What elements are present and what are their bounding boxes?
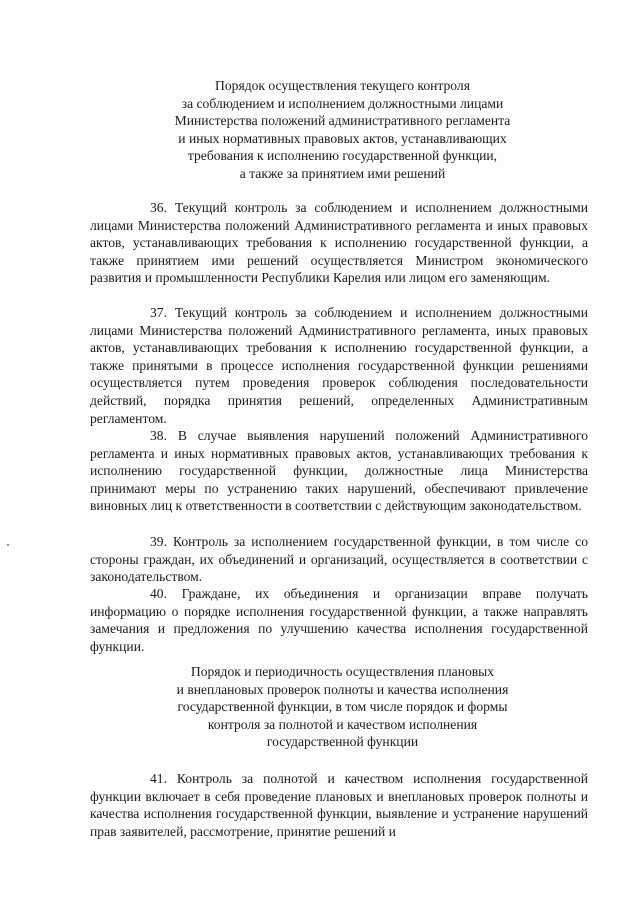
heading-line: контроля за полнотой и качеством исполнения: [207, 716, 478, 732]
heading-line: и иных нормативных правовых актов, устанавливающих: [178, 130, 507, 146]
paragraph-text: В случае выявления нарушений положений Административного регламента и иных нормативных правовых актов, устанавливающих требования к исполнению государственной функции, должностные лица Министерства принимают меры по устранению таких нарушений, обеспечивают привлечение виновных лиц к ответственности в соответствии с действующим законодательством.: [90, 428, 588, 514]
paragraph-41: [90, 770, 588, 840]
paragraph-number: 36.: [150, 200, 167, 215]
paragraph-38: [90, 427, 588, 515]
heading-line: государственной функции, в том числе порядок и формы: [177, 699, 508, 715]
paragraph-number: 39.: [150, 534, 167, 549]
paragraph-text: Контроль за исполнением государственной функции, в том числе со стороны граждан, их объединений и организаций, осуществляется в соответствии с законодательством.: [90, 534, 588, 585]
heading-line: и внеплановых проверок полноты и качества исполнения: [176, 681, 509, 697]
scan-speck: [7, 544, 9, 546]
paragraph-number: 38.: [150, 428, 167, 443]
section-heading-current-control: [90, 77, 595, 183]
paragraph-number: 40.: [150, 586, 167, 601]
section-heading-inspections: [90, 663, 595, 751]
heading-line: требования к исполнению государственной функции,: [187, 148, 498, 164]
paragraph-text: Текущий контроль за соблюдением и исполнением должностными лицами Министерства положений Административного регламента и иных правовых актов, устанавливающих требования к исполнению государственной функции, а также принятием ими решений осуществляется Министром экономического развития и промышленности Республики Карелия или лицом его заменяющим.: [90, 200, 588, 286]
paragraph-39: [90, 533, 588, 586]
paragraph-40: [90, 585, 588, 655]
paragraph-number: 41.: [150, 771, 167, 786]
paragraph-text: Контроль за полнотой и качеством исполнения государственной функции включает в себя проведение плановых и внеплановых проверок полноты и качества исполнения государственной функции, выявление и устранение нарушений прав заявителей, рассмотрение, принятие решений и: [90, 771, 588, 839]
paragraph-37: [90, 304, 588, 427]
heading-line: за соблюдением и исполнением должностными лицами: [181, 95, 504, 111]
heading-line: Министерства положений административного регламента: [174, 113, 511, 129]
heading-line: а также за принятием ими решений: [239, 165, 446, 181]
heading-line: Порядок и периодичность осуществления плановых: [190, 664, 495, 679]
paragraph-number: 37.: [150, 305, 167, 320]
paragraph-text: Текущий контроль за соблюдением и исполнением должностными лицами Министерства положений Административного регламента, иных правовых актов, устанавливающих требования к исполнению государственной функции, а также принятыми в процессе исполнения государственной функции решениями осуществляется путем проведения проверок соблюдения последовательности действий, порядка принятия решений, определенных Административным регламентом.: [90, 305, 588, 426]
paragraph-text: Граждане, их объединения и организации вправе получать информацию о порядке исполнения государственной функции, а также направлять замечания и предложения по улучшению качества исполнения государственной функции.: [90, 586, 589, 654]
heading-line: государственной функции: [266, 734, 419, 750]
paragraph-36: [90, 199, 588, 287]
heading-line: Порядок осуществления текущего контроля: [215, 78, 470, 93]
